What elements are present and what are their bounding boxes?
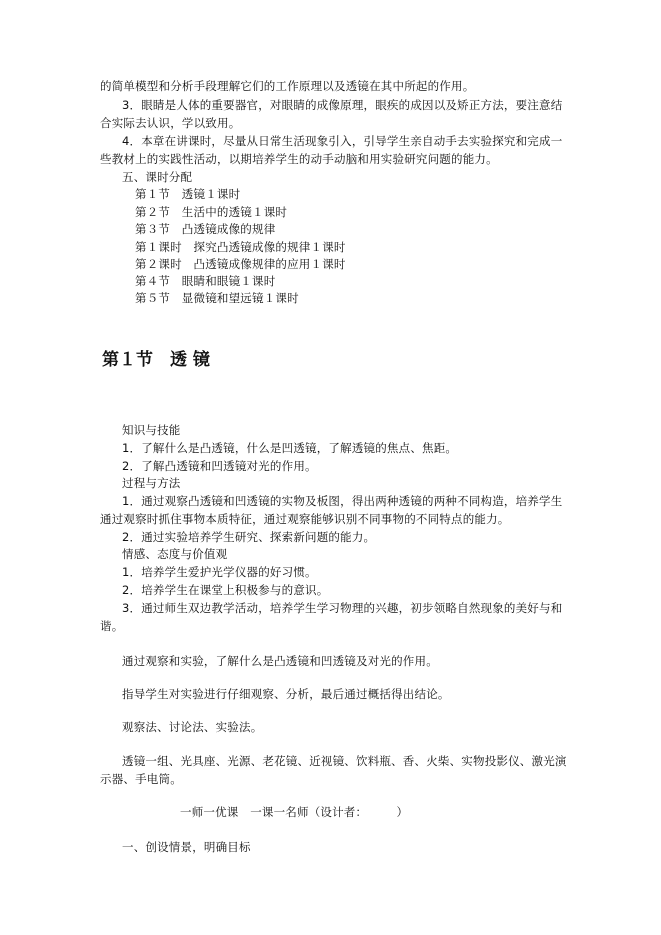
knowledge-item-2: 2．了解凸透镜和凹透镜对光的作用。 [122,459,317,473]
intro-line-3: 合实际去认识，学以致用。 [100,116,241,130]
attitude-item-3a: 3．通过师生双边教学活动，培养学生学习物理的兴趣，初步领略自然现象的美好与和 [122,601,563,615]
attitude-item-1: 1．培养学生爱护光学仪器的好习惯。 [122,565,317,579]
process-item-2: 2．通过实验培养学生研究、探索新问题的能力。 [122,530,376,544]
process-item-1a: 1．通过观察凸透镜和凹透镜的实物及板图，得出两种透镜的两种不同构造，培养学生 [122,494,563,508]
materials-line-1: 透镜一组、光具座、光源、老花镜、近视镜、饮料瓶、香、火柴、实物投影仪、激光演 [122,754,567,768]
schedule-item: 第２课时 凸透镜成像规律的应用１课时 [135,257,346,271]
knowledge-item-1: 1．了解什么是凸透镜，什么是凹透镜，了解透镜的焦点、焦距。 [122,441,458,455]
schedule-item: 第３节 凸透镜成像的规律 [135,222,276,236]
materials-line-2: 示器、手电筒。 [100,772,182,786]
knowledge-heading: 知识与技能 [122,423,181,437]
intro-line-4: 4．本章在讲课时，尽量从日常生活现象引入，引导学生亲自动手去实验探究和完成一 [122,134,563,148]
intro-line-5: 些教材上的实践性活动，以期培养学生的动手动脑和用实验研究问题的能力。 [100,152,498,166]
schedule-item: 第４节 眼睛和眼镜１课时 [135,274,276,288]
schedule-item: 第１节 透镜１课时 [135,187,241,201]
methods: 观察法、讨论法、实验法。 [122,720,263,734]
schedule-heading: 五、课时分配 [122,170,193,184]
section-title: 第１节 透 镜 [102,350,210,370]
schedule-item: 第２节 生活中的透镜１课时 [135,205,288,219]
attitude-heading: 情感、态度与价值观 [122,547,228,561]
process-heading: 过程与方法 [122,476,181,490]
step-1-heading: 一、创设情景，明确目标 [122,840,251,854]
process-item-1b: 通过观察时抓住事物本质特征，通过观察能够识别不同事物的不同特点的能力。 [100,512,510,526]
schedule-item: 第５节 显微镜和望远镜１课时 [135,291,299,305]
designer-line: 一师一优课 一课一名师（设计者： ） [180,805,409,819]
attitude-item-2: 2．培养学生在课堂上积极参与的意识。 [122,583,329,597]
key-point: 通过观察和实验，了解什么是凸透镜和凹透镜及对光的作用。 [122,654,438,668]
attitude-item-3b: 谐。 [100,619,124,633]
difficulty: 指导学生对实验进行仔细观察、分析，最后通过概括得出结论。 [122,687,450,701]
intro-line-1: 的简单模型和分析手段理解它们的工作原理以及透镜在其中所起的作用。 [100,79,475,93]
schedule-item: 第１课时 探究凸透镜成像的规律１课时 [135,240,346,254]
intro-line-2: 3．眼睛是人体的重要器官，对眼睛的成像原理，眼疾的成因以及矫正方法，要注意结 [122,98,563,112]
